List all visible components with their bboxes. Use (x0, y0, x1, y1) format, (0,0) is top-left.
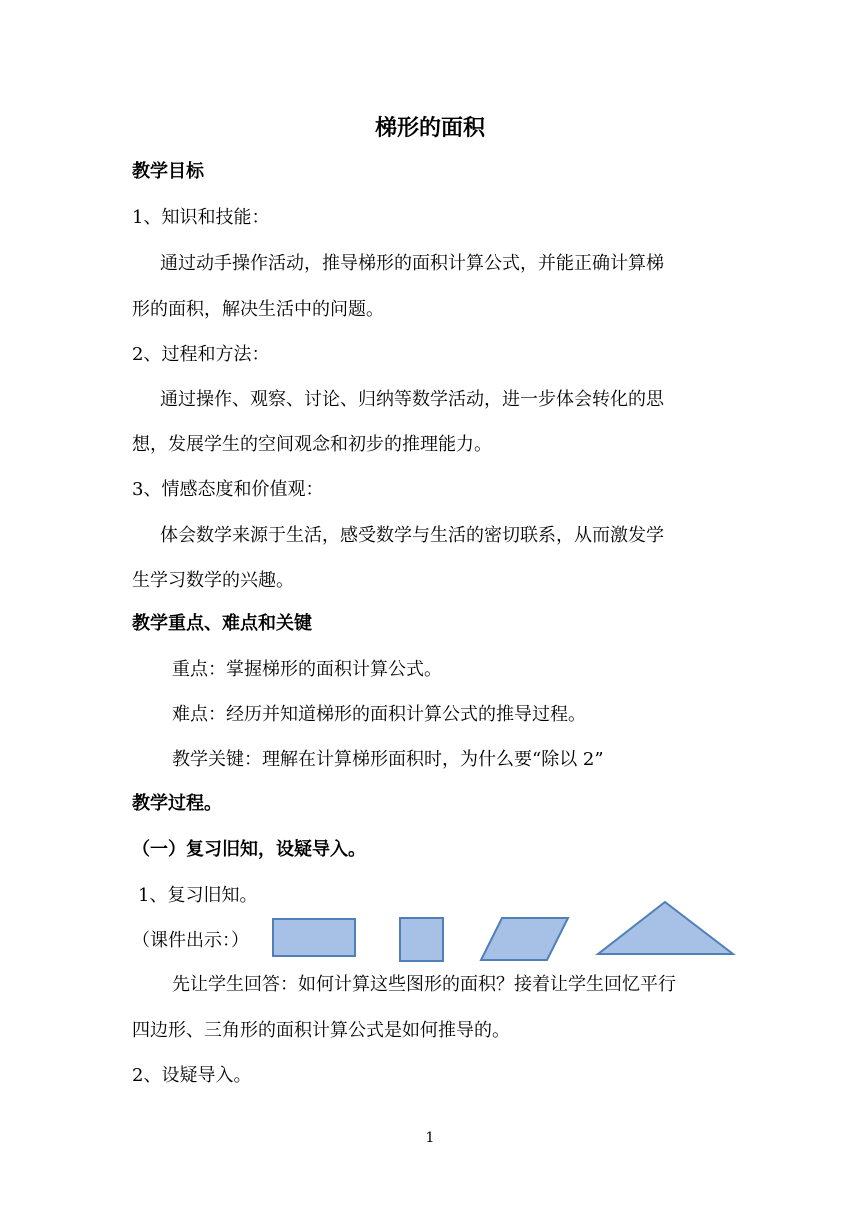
courseware-label: （课件出示：） (132, 930, 249, 951)
review-shapes (260, 898, 740, 968)
keypoint-difficulty: 难点：经历并知道梯形的面积计算公式的推导过程。 (172, 704, 586, 725)
objective-2-heading: 2、过程和方法： (132, 344, 270, 365)
process-step1: 1、复习旧知。 (138, 885, 258, 906)
process-prompt-line1: 先让学生回答：如何计算这些图形的面积？接着让学生回忆平行 (172, 974, 676, 995)
keypoint-focus: 重点：掌握梯形的面积计算公式。 (172, 659, 442, 680)
objectives-heading: 教学目标 (132, 161, 204, 182)
process-part1-heading: （一）复习旧知，设疑导入。 (132, 839, 366, 860)
process-heading: 教学过程。 (132, 793, 222, 814)
rectangle-shape (273, 919, 355, 956)
square-shape (400, 918, 443, 961)
objective-1-heading: 1、知识和技能： (132, 207, 270, 228)
process-prompt-line2: 四边形、三角形的面积计算公式是如何推导的。 (132, 1020, 510, 1041)
objective-3-text-line1: 体会数学来源于生活，感受数学与生活的密切联系，从而激发学 (160, 525, 664, 546)
objective-2-text-line2: 想，发展学生的空间观念和初步的推理能力。 (132, 434, 492, 455)
objective-2-text-line1: 通过操作、观察、讨论、归纳等数学活动，进一步体会转化的思 (160, 389, 664, 410)
keypoints-heading: 教学重点、难点和关键 (132, 613, 312, 634)
objective-3-heading: 3、情感态度和价值观： (132, 479, 324, 500)
triangle-shape (598, 902, 733, 954)
objective-1-text-line2: 形的面积，解决生活中的问题。 (132, 299, 384, 320)
objective-3-text-line2: 生学习数学的兴趣。 (132, 570, 294, 591)
document-title: 梯形的面积 (374, 116, 485, 141)
parallelogram-shape (481, 918, 568, 960)
page-number: 1 (425, 1130, 435, 1146)
keypoint-key: 教学关键：理解在计算梯形面积时，为什么要“除以 2” (172, 749, 604, 770)
objective-1-text-line1: 通过动手操作活动，推导梯形的面积计算公式，并能正确计算梯 (160, 253, 664, 274)
process-step2: 2、设疑导入。 (132, 1065, 252, 1086)
